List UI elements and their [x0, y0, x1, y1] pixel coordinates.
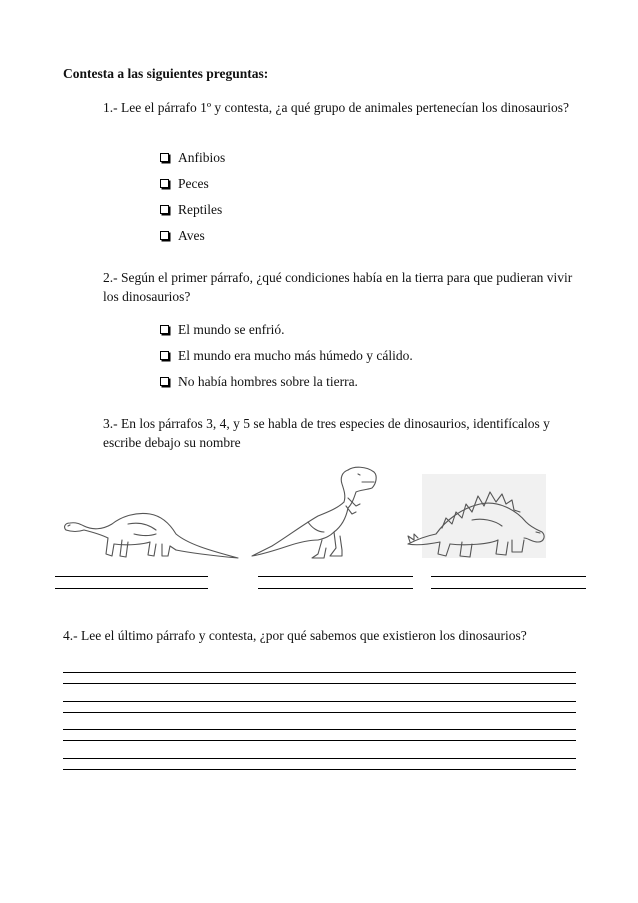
question-3-text: 3.- En los párrafos 3, 4, y 5 se habla de tres especies de dinosaurios, identifícalos y escribe debajo su nombre: [103, 416, 550, 450]
answer-line[interactable]: [63, 701, 576, 702]
answer-line[interactable]: [63, 758, 576, 759]
option-label: Aves: [178, 228, 205, 243]
answer-line[interactable]: [63, 672, 576, 673]
checkbox-icon[interactable]: [160, 351, 169, 360]
q1-option-aves[interactable]: [160, 226, 205, 245]
worksheet-heading: Contesta a las siguientes preguntas:: [63, 66, 269, 81]
checkbox-icon[interactable]: [160, 325, 169, 334]
answer-line[interactable]: [63, 683, 576, 684]
answer-line[interactable]: [63, 769, 576, 770]
answer-line[interactable]: [431, 588, 586, 589]
option-label: Anfibios: [178, 150, 226, 165]
answer-line[interactable]: [63, 729, 576, 730]
sauropod-drawing: [58, 500, 243, 566]
answer-line[interactable]: [55, 588, 208, 589]
answer-line[interactable]: [431, 576, 586, 577]
q1-option-anfibios[interactable]: [160, 148, 225, 167]
answer-line[interactable]: [63, 740, 576, 741]
q1-option-reptiles[interactable]: [160, 200, 222, 219]
option-label: El mundo se enfrió.: [178, 322, 285, 337]
checkbox-icon[interactable]: [160, 377, 169, 386]
checkbox-icon[interactable]: [160, 231, 169, 240]
q2-option-2[interactable]: [160, 346, 413, 365]
q2-option-3[interactable]: [160, 372, 358, 391]
answer-line[interactable]: [258, 576, 413, 577]
question-2-text: 2.- Según el primer párrafo, ¿qué condiciones había en la tierra para que pudieran vivir los dinosaurios?: [103, 270, 573, 304]
question-4-text: 4.- Lee el último párrafo y contesta, ¿por qué sabemos que existieron los dinosaurios?: [63, 628, 527, 643]
option-label: Peces: [178, 176, 209, 191]
answer-line[interactable]: [258, 588, 413, 589]
question-1-text: 1.- Lee el párrafo 1º y contesta, ¿a qué grupo de animales pertenecían los dinosaurios?: [103, 100, 570, 115]
q2-option-1[interactable]: [160, 320, 284, 339]
checkbox-icon[interactable]: [160, 153, 169, 162]
answer-line[interactable]: [63, 712, 576, 713]
stegosaurus-drawing: [402, 470, 547, 562]
option-label: No había hombres sobre la tierra.: [178, 374, 358, 389]
answer-line[interactable]: [55, 576, 208, 577]
checkbox-icon[interactable]: [160, 205, 169, 214]
q1-option-peces[interactable]: [160, 174, 209, 193]
tyrannosaurus-drawing: [248, 462, 380, 562]
option-label: Reptiles: [178, 202, 223, 217]
option-label: El mundo era mucho más húmedo y cálido.: [178, 348, 413, 363]
checkbox-icon[interactable]: [160, 179, 169, 188]
